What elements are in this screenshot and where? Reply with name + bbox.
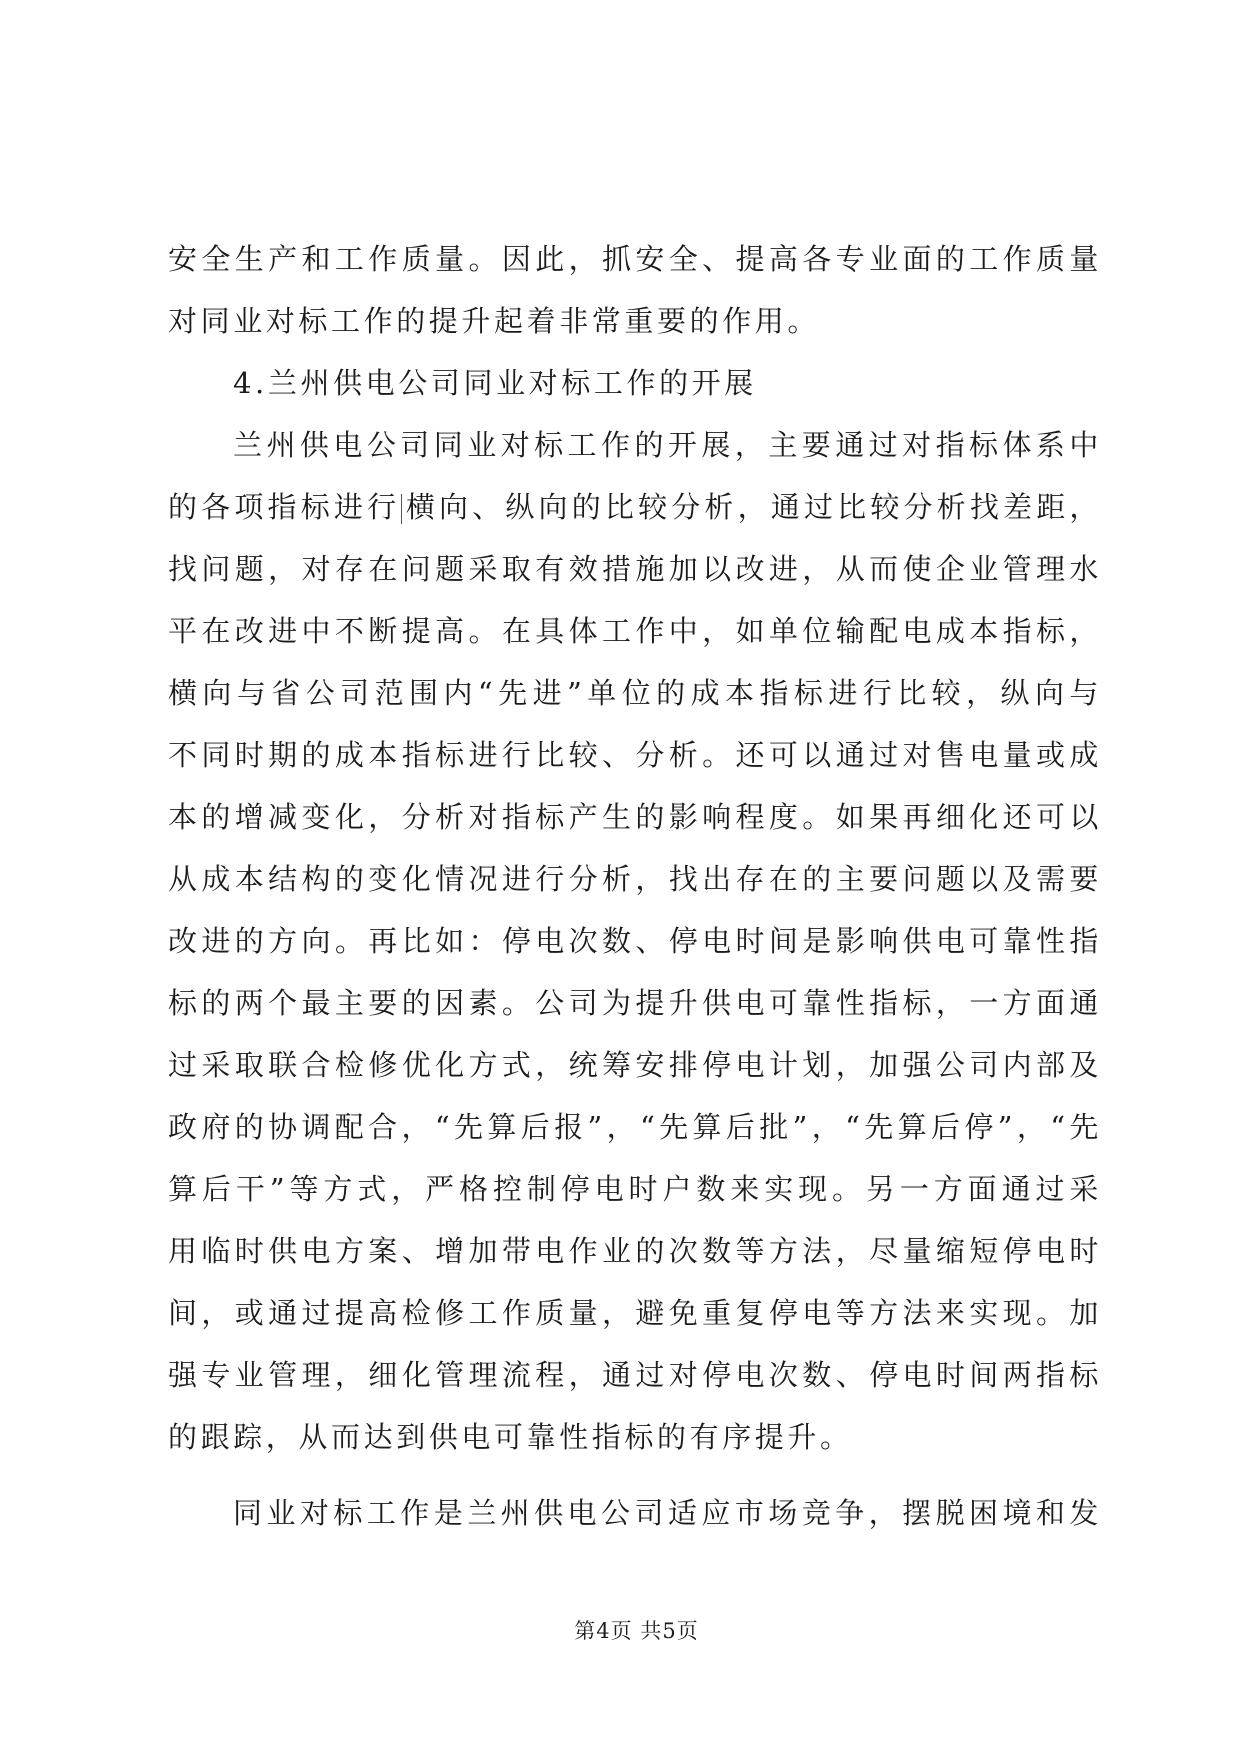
text-line: 算后干”等方式，严格控制停电时户数来实现。另一方面通过采 [168, 1172, 1102, 1206]
text-line: 强专业管理，细化管理流程，通过对停电次数、停电时间两指标 [168, 1358, 1102, 1392]
text-segment: 横向、纵向的比较分析，通过比较分析找差距， [405, 490, 1102, 524]
text-line: 本的增减变化，分析对指标产生的影响程度。如果再细化还可以 [168, 800, 1102, 834]
text-line: 政府的协调配合，“先算后报”，“先算后批”，“先算后停”，“先 [168, 1110, 1102, 1144]
paragraph [168, 228, 1102, 352]
text-line: 用临时供电方案、增加带电作业的次数等方法，尽量缩短停电时 [168, 1234, 1102, 1268]
text-line: 过采取联合检修优化方式，统筹安排停电计划，加强公司内部及 [168, 1048, 1102, 1082]
text-line: 间，或通过提高检修工作质量，避免重复停电等方法来实现。加 [168, 1296, 1102, 1330]
text-line: 平在改进中不断提高。在具体工作中，如单位输配电成本指标， [168, 614, 1102, 648]
section-heading-text: 4.兰州供电公司同业对标工作的开展 [233, 366, 757, 400]
text-line: 安全生产和工作质量。因此，抓安全、提高各专业面的工作质量 [168, 242, 1102, 276]
text-line [168, 476, 1102, 538]
text-line: 不同时期的成本指标进行比较、分析。还可以通过对售电量或成 [168, 738, 1102, 772]
text-line: 兰州供电公司同业对标工作的开展，主要通过对指标体系中 [233, 428, 1102, 462]
text-line: 找问题，对存在问题采取有效措施加以改进，从而使企业管理水 [168, 552, 1102, 586]
text-line: 改进的方向。再比如：停电次数、停电时间是影响供电可靠性指 [168, 924, 1102, 958]
section-heading [168, 352, 1102, 414]
text-segment: 的各项指标进行 [168, 490, 401, 524]
paragraph [168, 414, 1102, 1468]
text-line: 横向与省公司范围内“先进”单位的成本指标进行比较，纵向与 [168, 676, 1102, 710]
text-line: 对同业对标工作的提升起着非常重要的作用。 [168, 304, 821, 338]
paragraph [168, 1482, 1102, 1544]
document-body [168, 228, 1102, 1544]
text-line: 的跟踪，从而达到供电可靠性指标的有序提升。 [168, 1420, 853, 1454]
page-footer: 第4页 共5页 [574, 1619, 699, 1643]
text-line: 标的两个最主要的因素。公司为提升供电可靠性指标，一方面通 [168, 986, 1102, 1020]
text-line: 从成本结构的变化情况进行分析，找出存在的主要问题以及需要 [168, 862, 1102, 896]
text-cursor [401, 494, 402, 524]
text-line: 同业对标工作是兰州供电公司适应市场竞争，摆脱困境和发 [233, 1496, 1102, 1530]
